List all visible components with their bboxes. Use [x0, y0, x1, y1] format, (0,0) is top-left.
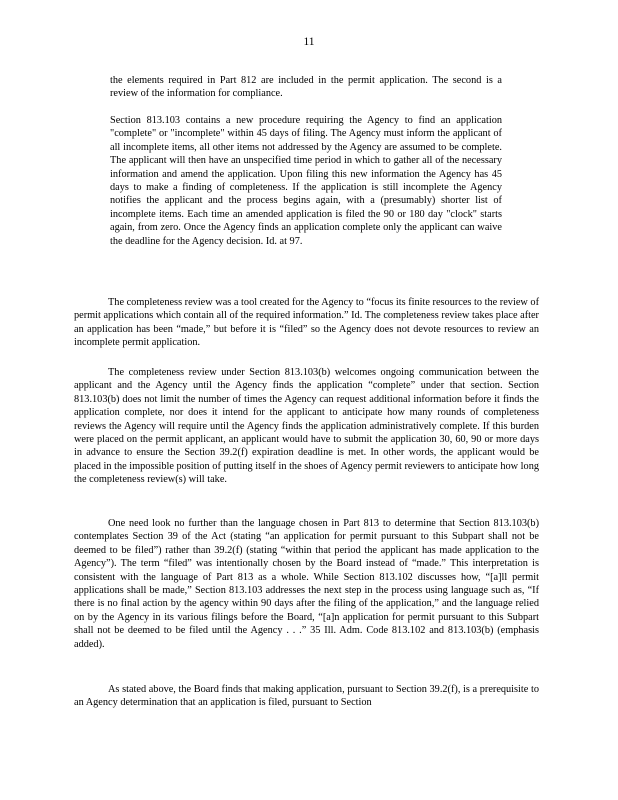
indented-paragraph-2: Section 813.103 contains a new procedure requiring the Agency to find an application "complete" or "incomplete" within 45 days of filing. The Agency must inform the applicant of all incomplete items, all other items not addressed by the Agency are assumed to be complete. The applicant will then have an unspecified time period in which to gather all of the necessary information and amend the application. Upon filing this new information the Agency has 45 days to make a finding of completeness. If the application is still incomplete the Agency notifies the applicant and the process begins again, with a (presumably) shorter list of incomplete items. Each time an amended application is filed the 90 or 180 day "clock" starts again, from zero. Once the Agency finds an application complete only the applicant can waive the deadline for the Agency decision. Id. at 97.: [110, 115, 502, 247]
page-number: 11: [303, 36, 315, 48]
indented-paragraph-1: the elements required in Part 812 are included in the permit application. The second is a review of the information for compliance.: [110, 75, 502, 100]
body-paragraph-3: One need look no further than the language chosen in Part 813 to determine that Section 813.103(b) contemplates Section 39 of the Act (stating “an application for permit pursuant to this Subpart shall not be deemed to be filed”) rather than 39.2(f) (stating “within that period the applicant has made application to the Agency”). The term “filed” was intentionally chosen by the Board instead of “made.” This interpretation is consistent with the language of Part 813 as a whole. While Section 813.102 discusses how, “[a]ll permit applications shall be made,” Section 813.103 addresses the next step in the process using language such as, “If there is no final action by the agency within 90 days after the filing of the application,” and the language relied on by the Agency in its various filings before the Board, “[a]n application for permit pursuant to this Subpart shall not be deemed to be filed until the Agency . . .” 35 Ill. Adm. Code 813.102 and 813.103(b) (emphasis added).: [74, 518, 539, 650]
body-paragraph-4: As stated above, the Board finds that making application, pursuant to Section 39.2(f), is a prerequisite to an Agency determination that an application is filed, pursuant to Section: [74, 684, 539, 709]
body-paragraph-2: The completeness review under Section 813.103(b) welcomes ongoing communication between the applicant and the Agency until the Agency finds the application “complete” under that section. Section 813.103(b) does not limit the number of times the Agency can request additional information before it finds the application complete, nor does it intend for the applicant to anticipate how many rounds of completeness reviews the Agency will require until the Agency finds the application administratively complete. If this burden were placed on the permit applicant, an applicant would have to submit the application 30, 60, 90 or more days in advance to ensure the Section 39.2(f) expiration deadline is met. In other words, the applicant would be placed in the impossible position of putting itself in the shoes of Agency permit reviewers to anticipate how long the completeness review(s) will take.: [74, 367, 539, 486]
body-paragraph-1: The completeness review was a tool created for the Agency to “focus its finite resources to the review of permit applications which contain all of the required information.” Id. The completeness review takes place after an application has been “made,” but before it is “filed” so the Agency does not devote resources to review an incomplete permit application.: [74, 297, 539, 349]
